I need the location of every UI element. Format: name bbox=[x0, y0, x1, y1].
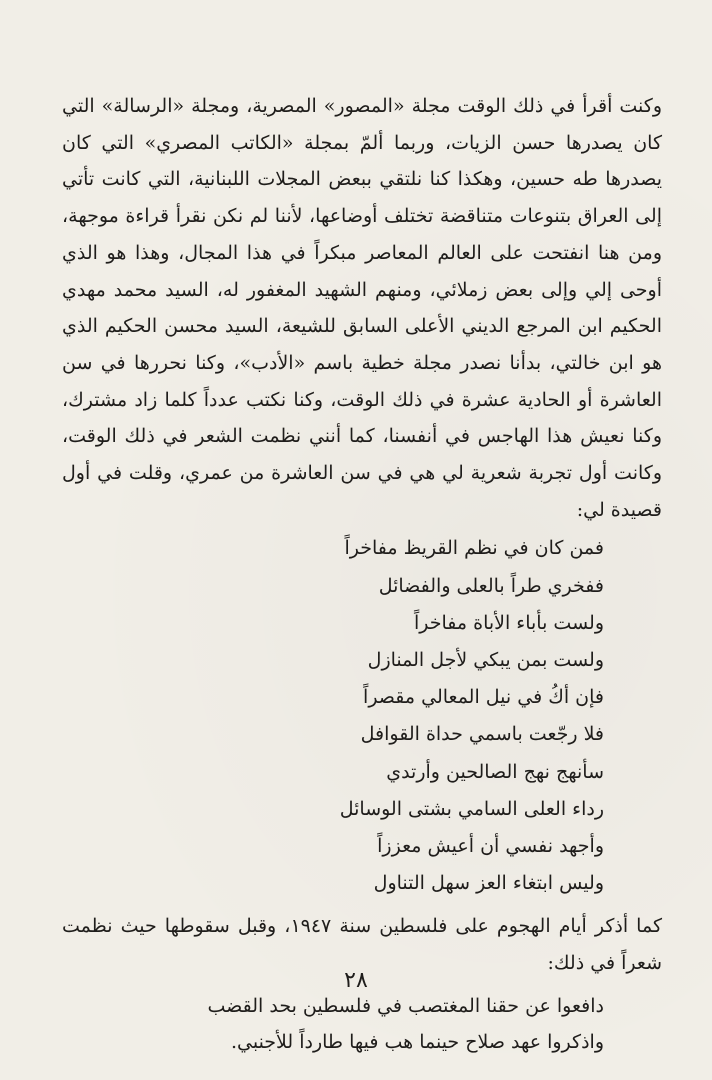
poem-line: سأنهج نهج الصالحين وأرتدي bbox=[386, 760, 604, 783]
poem-line: رداء العلى السامي بشتى الوسائل bbox=[339, 797, 604, 820]
poem-palestine bbox=[62, 988, 662, 1060]
poem-first bbox=[62, 530, 662, 902]
paragraph-palestine: كما أذكر أيام الهجوم على فلسطين سنة ١٩٤٧، وقبل سقوطها حيث نظمت شعراً في ذلك: bbox=[62, 915, 662, 975]
poem-line: واذكروا عهد صلاح حينما هب فيها طارداً للأجنبي. bbox=[230, 1030, 604, 1053]
poem-line: ولست بمن يبكي لأجل المنازل bbox=[367, 649, 604, 671]
poem-line: وأجهد نفسي أن أعيش معززاً bbox=[377, 834, 604, 857]
poem-line: فمن كان في نظم القريظ مفاخراً bbox=[344, 537, 604, 560]
poem-line: ففخري طراً بالعلى والفضائل bbox=[378, 574, 604, 597]
poem-line: فلا رجّعت باسمي حداة القوافل bbox=[360, 723, 604, 746]
poem-line: فإن أكُ في نيل المعالي مقصراً bbox=[363, 686, 604, 709]
poem-line: ولست بأباء الأباة مفاخراً bbox=[413, 611, 604, 634]
poem-line: وليس ابتغاء العز سهل التناول bbox=[373, 872, 604, 895]
poem-line: دافعوا عن حقنا المغتصب في فلسطين بحد القضب bbox=[207, 994, 604, 1017]
page-body bbox=[62, 88, 662, 1060]
page-number: ٢٨ bbox=[344, 968, 368, 993]
paragraph-memoir: وكنت أقرأ في ذلك الوقت مجلة «المصور» المصرية، ومجلة «الرسالة» التي كان يصدرها حسن الزيات، وربما ألمّ بمجلة «الكاتب المصري» التي كان يصدرها طه حسين، وهكذا كنا نلتقي ببعض المجلات اللبنانية، التي كانت تأتي إلى العراق بتنوعات متناقضة تختلف أوضاعها، لأننا لم نكن نقرأ قراءة موجهة، ومن هنا انفتحت على العالم المعاصر مبكراً في هذا المجال، وهذا هو الذي أوحى إلي وإلى بعض زملائي، ومنهم الشهيد المغفور له، السيد محمد مهدي الحكيم ابن المرجع الديني الأعلى السابق للشيعة، السيد محسن الحكيم الذي هو ابن خالتي، بدأنا نصدر مجلة خطية باسم «الأدب»، وكنا نحررها في سن العاشرة أو الحادية عشرة في ذلك الوقت، وكنا نكتب عدداً كلما زاد مشترك، وكنا نعيش هذا الهاجس في أنفسنا، كما أنني نظمت الشعر في ذلك الوقت، وكانت أول تجربة شعرية لي هي في سن العاشرة من عمري، وقلت في أول قصيدة لي: bbox=[62, 95, 662, 521]
